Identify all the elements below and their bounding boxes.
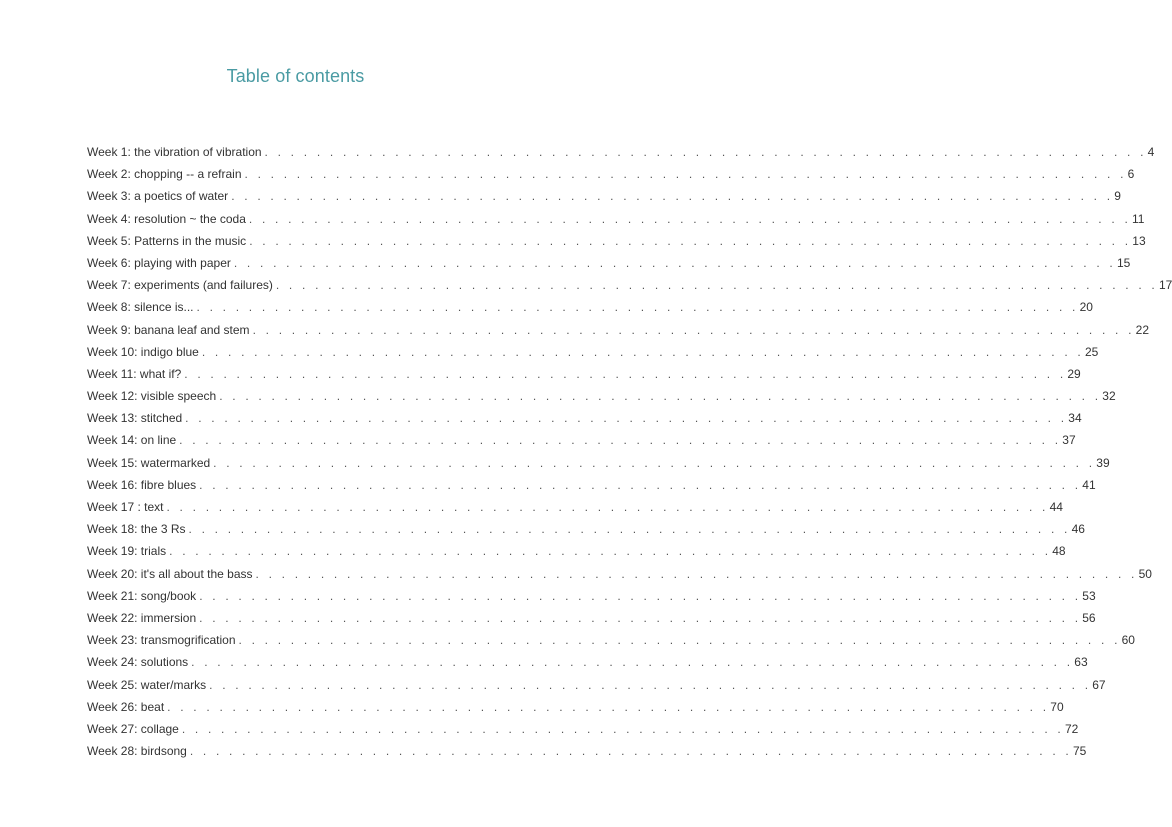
toc-dot-leader: . . . . . . . . . . . . . . . . . . . . . . . . . . . . . . . . . . . . . . . . . . . . . . . . . . . . . . . . . . . . . . . . . . . . [184,366,1067,381]
toc-entry-title: Week 28: birdsong [87,744,187,759]
toc-page-number: 60 [1121,633,1135,648]
toc-page-number: 22 [1135,322,1150,337]
toc-page-number: 29 [1067,366,1081,381]
toc-dot-leader: . . . . . . . . . . . . . . . . . . . . . . . . . . . . . . . . . . . . . . . . . . . . . . . . . . . . . . . . . . . . . . . . . . . . [219,389,1102,404]
toc-page-number: 6 [1127,167,1135,182]
toc-entry[interactable] [87,233,1146,256]
toc-page-number: 48 [1052,544,1066,559]
toc-entry-title: Week 3: a poetics of water [87,189,229,204]
toc-entry-title: Week 21: song/book [87,588,197,603]
toc-entry[interactable] [87,588,1096,611]
toc-dot-leader: . . . . . . . . . . . . . . . . . . . . . . . . . . . . . . . . . . . . . . . . . . . . . . . . . . . . . . . . . . . . . . . . . . . . [196,300,1079,315]
toc-entry-title: Week 2: chopping -- a refrain [87,167,242,182]
toc-dot-leader: . . . . . . . . . . . . . . . . . . . . . . . . . . . . . . . . . . . . . . . . . . . . . . . . . . . . . . . . . . . . . . . . . . . . [167,699,1050,714]
toc-entry[interactable] [87,344,1099,367]
toc-page-number: 46 [1071,522,1085,537]
toc-entry[interactable] [87,699,1064,722]
toc-entry-title: Week 4: resolution ~ the coda [87,211,246,226]
toc-entry-title: Week 24: solutions [87,655,189,670]
toc-page-number: 32 [1102,389,1116,404]
toc-entry-title: Week 13: stitched [87,411,183,426]
toc-entry-title: Week 6: playing with paper [87,255,231,270]
toc-dot-leader: . . . . . . . . . . . . . . . . . . . . . . . . . . . . . . . . . . . . . . . . . . . . . . . . . . . . . . . . . . . . . . . . . . . . [189,744,1072,759]
toc-dot-leader: . . . . . . . . . . . . . . . . . . . . . . . . . . . . . . . . . . . . . . . . . . . . . . . . . . . . . . . . . . . . . . . . . . . . [199,588,1082,603]
toc-page-number: 17 [1158,278,1172,293]
toc-page-number: 25 [1084,344,1099,359]
toc-entry-title: Week 17 : text [87,500,164,514]
toc-entry[interactable] [87,167,1135,189]
toc-entry[interactable] [87,522,1085,544]
page-title: Table of contents [226,66,365,86]
toc-dot-leader: . . . . . . . . . . . . . . . . . . . . . . . . . . . . . . . . . . . . . . . . . . . . . . . . . . . . . . . . . . . . . . . . . . . . [185,411,1068,426]
toc-dot-leader: . . . . . . . . . . . . . . . . . . . . . . . . . . . . . . . . . . . . . . . . . . . . . . . . . . . . . . . . . . . . . . . . . . . . [181,721,1064,736]
toc-entry[interactable] [87,655,1088,677]
toc-dot-leader: . . . . . . . . . . . . . . . . . . . . . . . . . . . . . . . . . . . . . . . . . . . . . . . . . . . . . . . . . . . . . . . . . . . . [201,344,1084,359]
toc-page-number: 15 [1116,255,1131,270]
toc-page-number: 70 [1050,699,1064,714]
toc-entry[interactable] [87,366,1081,389]
toc-entry-title: Week 10: indigo blue [87,344,199,359]
toc-dot-leader: . . . . . . . . . . . . . . . . . . . . . . . . . . . . . . . . . . . . . . . . . . . . . . . . . . . . . . . . . . . . . . . . . . . . [249,233,1132,248]
toc-entry[interactable] [87,677,1106,700]
toc-entry-title: Week 23: transmogrification [87,633,236,648]
toc-entry-title: Week 12: visible speech [87,389,217,404]
toc-entry[interactable] [87,610,1096,633]
toc-dot-leader: . . . . . . . . . . . . . . . . . . . . . . . . . . . . . . . . . . . . . . . . . . . . . . . . . . . . . . . . . . . . . . . . . . . . [244,167,1127,182]
toc-entry-title: Week 18: the 3 Rs [87,522,186,537]
toc-dot-leader: . . . . . . . . . . . . . . . . . . . . . . . . . . . . . . . . . . . . . . . . . . . . . . . . . . . . . . . . . . . . . . . . . . . . [199,610,1082,625]
toc-entry-title: Week 14: on line [87,433,177,448]
toc-entry-title: Week 8: silence is... [87,300,194,315]
toc-entry[interactable] [87,721,1079,744]
toc-entry-title: Week 7: experiments (and failures) [87,278,273,293]
toc-page-number: 72 [1064,721,1079,736]
toc-entry[interactable] [87,500,1063,522]
toc-entry-title: Week 1: the vibration of vibration [87,145,262,159]
toc-dot-leader: . . . . . . . . . . . . . . . . . . . . . . . . . . . . . . . . . . . . . . . . . . . . . . . . . . . . . . . . . . . . . . . . . . . . [209,677,1092,692]
toc-page-number: 56 [1082,610,1096,625]
toc-page-number: 39 [1096,455,1110,470]
toc-page-number: 67 [1092,677,1106,692]
toc-dot-leader: . . . . . . . . . . . . . . . . . . . . . . . . . . . . . . . . . . . . . . . . . . . . . . . . . . . . . . . . . . . . . . . . . . . . [213,455,1096,470]
toc-entry[interactable] [87,433,1076,455]
toc-dot-leader: . . . . . . . . . . . . . . . . . . . . . . . . . . . . . . . . . . . . . . . . . . . . . . . . . . . . . . . . . . . . . . . . . . . . [275,278,1158,293]
toc-entry-title: Week 9: banana leaf and stem [87,322,250,337]
toc-dot-leader: . . . . . . . . . . . . . . . . . . . . . . . . . . . . . . . . . . . . . . . . . . . . . . . . . . . . . . . . . . . . . . . . . . . . [238,633,1121,648]
toc-entry[interactable] [87,189,1121,211]
toc-page-number: 34 [1068,411,1082,426]
toc-page-number: 75 [1072,744,1087,759]
toc-dot-leader: . . . . . . . . . . . . . . . . . . . . . . . . . . . . . . . . . . . . . . . . . . . . . . . . . . . . . . . . . . . . . . . . . . . . [179,433,1062,448]
toc-dot-leader: . . . . . . . . . . . . . . . . . . . . . . . . . . . . . . . . . . . . . . . . . . . . . . . . . . . . . . . . . . . . . . . . . . . . [188,522,1071,537]
toc-entry-title: Week 26: beat [87,699,165,714]
toc-dot-leader: . . . . . . . . . . . . . . . . . . . . . . . . . . . . . . . . . . . . . . . . . . . . . . . . . . . . . . . . . . . . . . . . . . . . [199,477,1082,492]
toc-entry[interactable] [87,544,1066,566]
toc-entry-title: Week 5: Patterns in the music [87,233,247,248]
toc-page-number: 37 [1062,433,1076,448]
toc-page-number: 11 [1131,211,1145,226]
toc-dot-leader: . . . . . . . . . . . . . . . . . . . . . . . . . . . . . . . . . . . . . . . . . . . . . . . . . . . . . . . . . . . . . . . . . . . . [191,655,1074,670]
toc-dot-leader: . . . . . . . . . . . . . . . . . . . . . . . . . . . . . . . . . . . . . . . . . . . . . . . . . . . . . . . . . . . . . . . . . . . . [166,500,1049,514]
toc-page-number: 63 [1074,655,1088,670]
toc-entry[interactable] [87,145,1155,167]
toc-entry-title: Week 19: trials [87,544,167,559]
toc-entry[interactable] [87,744,1087,766]
toc-entry-title: Week 22: immersion [87,610,197,625]
toc-dot-leader: . . . . . . . . . . . . . . . . . . . . . . . . . . . . . . . . . . . . . . . . . . . . . . . . . . . . . . . . . . . . . . . . . . . . [231,189,1114,204]
toc-dot-leader: . . . . . . . . . . . . . . . . . . . . . . . . . . . . . . . . . . . . . . . . . . . . . . . . . . . . . . . . . . . . . . . . . . . . [252,322,1135,337]
toc-entry-title: Week 27: collage [87,721,179,736]
toc-entry[interactable] [87,411,1082,433]
toc-page-number: 13 [1132,233,1146,248]
toc-entry[interactable] [87,633,1135,655]
toc-page-number: 4 [1147,145,1155,159]
toc-entry[interactable] [87,255,1131,278]
toc-entry-title: Week 16: fibre blues [87,477,197,492]
toc-entry-title: Week 25: water/marks [87,677,207,692]
toc-dot-leader: . . . . . . . . . . . . . . . . . . . . . . . . . . . . . . . . . . . . . . . . . . . . . . . . . . . . . . . . . . . . . . . . . . . . [255,566,1138,581]
toc-page-number: 44 [1049,500,1063,514]
toc-dot-leader: . . . . . . . . . . . . . . . . . . . . . . . . . . . . . . . . . . . . . . . . . . . . . . . . . . . . . . . . . . . . . . . . . . . . [233,255,1116,270]
toc-dot-leader: . . . . . . . . . . . . . . . . . . . . . . . . . . . . . . . . . . . . . . . . . . . . . . . . . . . . . . . . . . . . . . . . . . . . [169,544,1052,559]
toc-entry[interactable] [87,278,1172,300]
toc-entry-title: Week 20: it's all about the bass [87,566,253,581]
toc-entry[interactable] [87,566,1152,589]
toc-page-number: 20 [1079,300,1093,315]
toc-entry[interactable] [87,322,1150,345]
toc-entry[interactable] [87,455,1110,478]
toc-page-number: 9 [1114,189,1121,204]
toc-entry[interactable] [87,300,1093,322]
toc-page-number: 50 [1138,566,1152,581]
toc-list [87,145,1172,766]
toc-entry[interactable] [87,211,1145,234]
toc-entry[interactable] [87,477,1096,500]
toc-page-number: 53 [1082,588,1096,603]
toc-entry-title: Week 11: what if? [87,366,182,381]
toc-entry[interactable] [87,389,1116,411]
toc-entry-title: Week 15: watermarked [87,455,211,470]
toc-page-number: 41 [1082,477,1096,492]
toc-dot-leader: . . . . . . . . . . . . . . . . . . . . . . . . . . . . . . . . . . . . . . . . . . . . . . . . . . . . . . . . . . . . . . . . . . . . [248,211,1131,226]
toc-dot-leader: . . . . . . . . . . . . . . . . . . . . . . . . . . . . . . . . . . . . . . . . . . . . . . . . . . . . . . . . . . . . . . . . . . . . [264,145,1147,159]
